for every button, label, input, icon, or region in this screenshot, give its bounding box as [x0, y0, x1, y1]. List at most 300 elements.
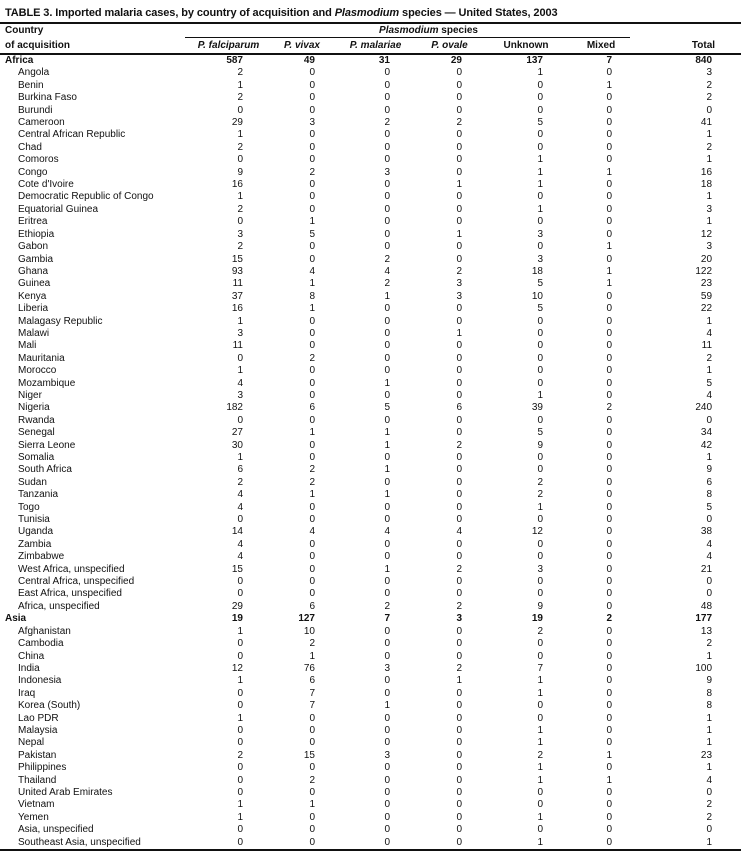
- value-cell: 0: [309, 179, 315, 191]
- value-cell: 1: [537, 724, 543, 736]
- value-cell: 0: [456, 700, 462, 712]
- value-cell: 0: [606, 117, 613, 129]
- value-cell: 0: [606, 303, 613, 315]
- value-cell: 0: [537, 464, 543, 476]
- table-row: [0, 588, 741, 600]
- value-cell: 0: [537, 514, 543, 526]
- table-row: [0, 353, 741, 365]
- value-cell: 10: [531, 290, 543, 302]
- value-cell: 4: [237, 489, 243, 501]
- table-row: [0, 651, 741, 663]
- value-cell: 0: [537, 650, 543, 662]
- table-row: [0, 254, 741, 266]
- country-cell: Angola: [18, 67, 50, 79]
- value-cell: 0: [606, 650, 613, 662]
- value-cell: 0: [456, 166, 462, 178]
- value-cell: 0: [456, 762, 462, 774]
- value-cell: 0: [384, 191, 390, 203]
- table-row: [0, 725, 741, 737]
- value-cell: 0: [537, 538, 543, 550]
- value-cell: 0: [606, 439, 613, 451]
- value-cell: 2: [309, 166, 315, 178]
- table-row: [0, 80, 741, 92]
- value-cell: 0: [384, 476, 390, 488]
- country-cell: Equatorial Guinea: [18, 203, 99, 215]
- value-cell: 0: [309, 724, 315, 736]
- country-cell: Asia: [5, 613, 27, 625]
- value-cell: 3: [706, 67, 713, 79]
- value-cell: 0: [384, 538, 390, 550]
- value-cell: 100: [695, 662, 713, 674]
- value-cell: 0: [309, 340, 315, 352]
- value-cell: 0: [309, 452, 315, 463]
- value-cell: 5: [309, 228, 315, 240]
- value-cell: 0: [309, 315, 315, 327]
- value-cell: 0: [384, 762, 390, 774]
- country-cell: Tunisia: [18, 514, 50, 526]
- value-cell: 0: [456, 92, 462, 104]
- value-cell: 8: [706, 700, 713, 712]
- table-row: [0, 824, 741, 836]
- value-cell: 2: [706, 811, 713, 823]
- value-cell: 0: [384, 228, 390, 240]
- value-cell: 0: [237, 724, 243, 736]
- table-row: [0, 440, 741, 452]
- value-cell: 0: [456, 303, 462, 315]
- value-cell: 0: [384, 514, 390, 526]
- value-cell: 1: [606, 774, 613, 786]
- value-cell: 0: [384, 303, 390, 315]
- value-cell: 0: [309, 501, 315, 513]
- value-cell: 0: [456, 365, 462, 377]
- country-cell: Burundi: [18, 104, 53, 116]
- country-cell: Cote d'Ivoire: [18, 179, 74, 191]
- table-row: [0, 216, 741, 228]
- value-cell: 1: [237, 799, 243, 811]
- country-cell: Cameroon: [18, 117, 65, 129]
- country-cell: Nepal: [18, 737, 45, 749]
- value-cell: 0: [537, 216, 543, 228]
- value-cell: 0: [537, 414, 543, 426]
- country-cell: Thailand: [18, 774, 57, 786]
- value-cell: 0: [606, 253, 613, 265]
- value-cell: 16: [700, 166, 713, 178]
- value-cell: 1: [537, 836, 543, 848]
- value-cell: 0: [456, 551, 462, 563]
- value-cell: 0: [309, 824, 315, 836]
- value-cell: 587: [226, 55, 243, 66]
- value-cell: 11: [232, 340, 243, 352]
- value-cell: 1: [237, 129, 243, 141]
- value-cell: 1: [706, 762, 713, 774]
- country-cell: India: [18, 662, 40, 674]
- value-cell: 2: [706, 352, 713, 364]
- value-cell: 0: [456, 389, 462, 401]
- table-row: [0, 787, 741, 799]
- value-cell: 12: [531, 526, 543, 538]
- value-cell: 6: [706, 476, 713, 488]
- value-cell: 0: [606, 588, 613, 600]
- value-cell: 0: [384, 650, 390, 662]
- value-cell: 0: [606, 576, 613, 588]
- value-cell: 0: [606, 290, 613, 302]
- table-row: [0, 204, 741, 216]
- value-cell: 3: [384, 662, 390, 674]
- value-cell: 5: [537, 303, 543, 315]
- table-row: [0, 54, 741, 67]
- table-row: [0, 564, 741, 576]
- value-cell: 18: [531, 265, 543, 277]
- value-cell: 1: [606, 79, 613, 91]
- value-cell: 0: [456, 377, 462, 389]
- country-cell: Benin: [18, 79, 44, 91]
- value-cell: 6: [309, 402, 315, 414]
- value-cell: 0: [606, 811, 613, 823]
- value-cell: 0: [606, 352, 613, 364]
- value-cell: 5: [706, 501, 713, 513]
- value-cell: 3: [456, 613, 462, 625]
- country-cell: Niger: [18, 389, 42, 401]
- value-cell: 0: [537, 638, 543, 650]
- value-cell: 3: [456, 290, 462, 302]
- value-cell: 0: [384, 675, 390, 687]
- country-cell: Central African Republic: [18, 129, 126, 141]
- value-cell: 23: [700, 749, 713, 761]
- table-row: [0, 154, 741, 166]
- value-cell: 0: [456, 253, 462, 265]
- value-cell: 0: [309, 563, 315, 575]
- value-cell: 0: [384, 799, 390, 811]
- value-cell: 1: [706, 216, 713, 228]
- country-cell: East Africa, unspecified: [18, 588, 122, 600]
- value-cell: 1: [237, 315, 243, 327]
- value-cell: 0: [384, 340, 390, 352]
- value-cell: 0: [456, 538, 462, 550]
- value-cell: 1: [537, 179, 543, 191]
- value-cell: 0: [537, 551, 543, 563]
- country-cell: Morocco: [18, 365, 57, 377]
- table-row: [0, 514, 741, 526]
- table-row: [0, 105, 741, 117]
- value-cell: 0: [456, 414, 462, 426]
- table-row: [0, 464, 741, 476]
- value-cell: 0: [384, 638, 390, 650]
- country-cell: Africa: [5, 55, 34, 66]
- value-cell: 4: [237, 377, 243, 389]
- value-cell: 0: [706, 786, 713, 798]
- value-cell: 0: [309, 191, 315, 203]
- value-cell: 0: [606, 675, 613, 687]
- country-cell: Africa, unspecified: [18, 600, 100, 612]
- value-cell: 0: [456, 501, 462, 513]
- value-cell: 1: [384, 489, 390, 501]
- country-cell: Pakistan: [18, 749, 57, 761]
- value-cell: 0: [606, 600, 613, 612]
- value-cell: 7: [384, 613, 390, 625]
- value-cell: 0: [456, 737, 462, 749]
- value-cell: 0: [537, 588, 543, 600]
- value-cell: 0: [606, 179, 613, 191]
- value-cell: 5: [537, 117, 543, 129]
- value-cell: 0: [384, 315, 390, 327]
- value-cell: 0: [606, 67, 613, 79]
- value-cell: 0: [309, 253, 315, 265]
- country-cell: Central Africa, unspecified: [18, 576, 135, 588]
- header-col-falciparum: P. falciparum: [185, 38, 260, 55]
- spanner-italic: Plasmodium: [379, 25, 439, 36]
- value-cell: 0: [309, 67, 315, 79]
- value-cell: 2: [237, 476, 243, 488]
- value-cell: 0: [309, 712, 315, 724]
- value-cell: 2: [537, 476, 543, 488]
- value-cell: 0: [456, 104, 462, 116]
- value-cell: 0: [384, 687, 390, 699]
- value-cell: 4: [309, 526, 315, 538]
- value-cell: 0: [706, 414, 713, 426]
- header-species-spanner: [185, 24, 630, 38]
- value-cell: 0: [309, 154, 315, 166]
- value-cell: 8: [706, 687, 713, 699]
- value-cell: 23: [700, 278, 713, 290]
- value-cell: 0: [606, 228, 613, 240]
- country-cell: South Africa: [18, 464, 72, 476]
- table-row: [0, 365, 741, 377]
- value-cell: 2: [237, 203, 243, 215]
- country-cell: Lao PDR: [18, 712, 59, 724]
- country-cell: Ethiopia: [18, 228, 55, 240]
- table-row: [0, 502, 741, 514]
- value-cell: 34: [700, 427, 713, 439]
- value-cell: 0: [384, 811, 390, 823]
- value-cell: 1: [456, 228, 462, 240]
- value-cell: 0: [384, 724, 390, 736]
- value-cell: 0: [309, 439, 315, 451]
- value-cell: 1: [456, 179, 462, 191]
- value-cell: 0: [606, 315, 613, 327]
- value-cell: 1: [537, 67, 543, 79]
- country-cell: Philippines: [18, 762, 67, 774]
- value-cell: 0: [456, 79, 462, 91]
- value-cell: 48: [700, 600, 713, 612]
- value-cell: 0: [384, 129, 390, 141]
- country-cell: Congo: [18, 166, 48, 178]
- value-cell: 0: [456, 799, 462, 811]
- value-cell: 3: [706, 241, 713, 253]
- value-cell: 0: [456, 687, 462, 699]
- value-cell: 0: [606, 141, 613, 153]
- value-cell: 0: [237, 836, 243, 848]
- value-cell: 0: [309, 203, 315, 215]
- value-cell: 0: [456, 352, 462, 364]
- value-cell: 0: [537, 824, 543, 836]
- value-cell: 1: [537, 389, 543, 401]
- country-cell: Zambia: [18, 538, 52, 550]
- table-row: [0, 489, 741, 501]
- table-row: [0, 675, 741, 687]
- value-cell: 1: [237, 191, 243, 203]
- country-cell: United Arab Emirates: [18, 786, 113, 798]
- value-cell: 13: [700, 625, 713, 637]
- value-cell: 1: [706, 129, 713, 141]
- country-cell: Tanzania: [18, 489, 59, 501]
- value-cell: 0: [456, 836, 462, 848]
- table-row: [0, 427, 741, 439]
- value-cell: 1: [237, 712, 243, 724]
- value-cell: 0: [537, 452, 543, 463]
- table-row: [0, 303, 741, 315]
- value-cell: 0: [237, 514, 243, 526]
- value-cell: 1: [537, 774, 543, 786]
- value-cell: 0: [384, 576, 390, 588]
- value-cell: 0: [309, 389, 315, 401]
- value-cell: 5: [537, 427, 543, 439]
- value-cell: 93: [231, 265, 243, 277]
- country-cell: Vietnam: [18, 799, 55, 811]
- value-cell: 0: [606, 551, 613, 563]
- value-cell: 240: [695, 402, 713, 414]
- value-cell: 8: [706, 489, 713, 501]
- value-cell: 0: [537, 365, 543, 377]
- header-country-line2: of acquisition: [0, 38, 185, 55]
- value-cell: 0: [537, 104, 543, 116]
- country-cell: Gambia: [18, 253, 54, 265]
- value-cell: 0: [384, 452, 390, 463]
- value-cell: 7: [309, 700, 315, 712]
- value-cell: 9: [537, 439, 543, 451]
- value-cell: 0: [456, 203, 462, 215]
- value-cell: 4: [309, 265, 315, 277]
- table-row: [0, 775, 741, 787]
- value-cell: 0: [237, 737, 243, 749]
- value-cell: 9: [537, 600, 543, 612]
- title-prefix: TABLE 3. Imported malaria cases, by country of acquisition and: [5, 7, 335, 19]
- value-cell: 0: [384, 79, 390, 91]
- value-cell: 0: [606, 452, 613, 463]
- table-row: [0, 526, 741, 538]
- value-cell: 2: [309, 464, 315, 476]
- value-cell: 3: [456, 278, 462, 290]
- value-cell: 12: [231, 662, 243, 674]
- value-cell: 0: [309, 377, 315, 389]
- table-row: [0, 626, 741, 638]
- value-cell: 0: [237, 638, 243, 650]
- value-cell: 3: [537, 228, 543, 240]
- value-cell: 19: [231, 613, 243, 625]
- value-cell: 0: [384, 104, 390, 116]
- country-cell: Democratic Republic of Congo: [18, 191, 154, 203]
- country-cell: Somalia: [18, 452, 55, 463]
- value-cell: 10: [303, 625, 315, 637]
- table-row: [0, 799, 741, 811]
- value-cell: 3: [384, 749, 390, 761]
- value-cell: 1: [537, 501, 543, 513]
- header-col-vivax: P. vivax: [260, 38, 332, 55]
- value-cell: 0: [606, 377, 613, 389]
- value-cell: 2: [456, 563, 462, 575]
- value-cell: 0: [384, 141, 390, 153]
- value-cell: 11: [701, 340, 713, 352]
- value-cell: 3: [237, 327, 243, 339]
- value-cell: 1: [606, 166, 613, 178]
- value-cell: 42: [700, 439, 713, 451]
- country-cell: Malawi: [18, 327, 50, 339]
- value-cell: 0: [456, 141, 462, 153]
- value-cell: 0: [606, 129, 613, 141]
- table-row: [0, 638, 741, 650]
- value-cell: 122: [695, 265, 713, 277]
- value-cell: 2: [384, 278, 390, 290]
- value-cell: 0: [606, 104, 613, 116]
- country-cell: Chad: [18, 141, 42, 153]
- value-cell: 1: [384, 700, 390, 712]
- value-cell: 0: [456, 638, 462, 650]
- value-cell: 41: [700, 117, 713, 129]
- value-cell: 11: [232, 278, 243, 290]
- value-cell: 840: [695, 55, 713, 66]
- value-cell: 1: [606, 749, 613, 761]
- value-cell: 2: [606, 402, 613, 414]
- value-cell: 0: [606, 625, 613, 637]
- value-cell: 0: [309, 365, 315, 377]
- value-cell: 15: [231, 563, 243, 575]
- value-cell: 1: [309, 278, 315, 290]
- header-spacer: [630, 24, 741, 38]
- value-cell: 1: [706, 365, 713, 377]
- header-col-unknown: Unknown: [480, 38, 560, 55]
- value-cell: 6: [456, 402, 462, 414]
- country-cell: Kenya: [18, 290, 47, 302]
- table-row: [0, 340, 741, 352]
- table-row: [0, 67, 741, 79]
- value-cell: 0: [384, 327, 390, 339]
- table-row: [0, 328, 741, 340]
- value-cell: 1: [384, 377, 390, 389]
- value-cell: 0: [456, 786, 462, 798]
- value-cell: 0: [606, 836, 613, 848]
- value-cell: 0: [706, 514, 713, 526]
- value-cell: 1: [706, 724, 713, 736]
- value-cell: 0: [237, 650, 243, 662]
- value-cell: 0: [606, 365, 613, 377]
- table-row: [0, 688, 741, 700]
- table-row: [0, 241, 741, 253]
- value-cell: 0: [384, 625, 390, 637]
- value-cell: 0: [606, 414, 613, 426]
- table-row: [0, 129, 741, 141]
- value-cell: 0: [456, 464, 462, 476]
- value-cell: 4: [706, 389, 713, 401]
- table-row: [0, 812, 741, 824]
- value-cell: 2: [456, 439, 462, 451]
- value-cell: 0: [537, 92, 543, 104]
- value-cell: 0: [384, 67, 390, 79]
- value-cell: 0: [606, 526, 613, 538]
- value-cell: 0: [384, 836, 390, 848]
- value-cell: 2: [237, 141, 243, 153]
- value-cell: 0: [606, 824, 613, 836]
- value-cell: 20: [700, 253, 713, 265]
- value-cell: 0: [456, 191, 462, 203]
- country-cell: Korea (South): [18, 700, 81, 712]
- value-cell: 0: [606, 638, 613, 650]
- value-cell: 0: [537, 129, 543, 141]
- value-cell: 0: [606, 662, 613, 674]
- value-cell: 0: [537, 340, 543, 352]
- value-cell: 0: [537, 352, 543, 364]
- table-row: [0, 142, 741, 154]
- value-cell: 1: [706, 315, 713, 327]
- country-cell: Afghanistan: [18, 625, 71, 637]
